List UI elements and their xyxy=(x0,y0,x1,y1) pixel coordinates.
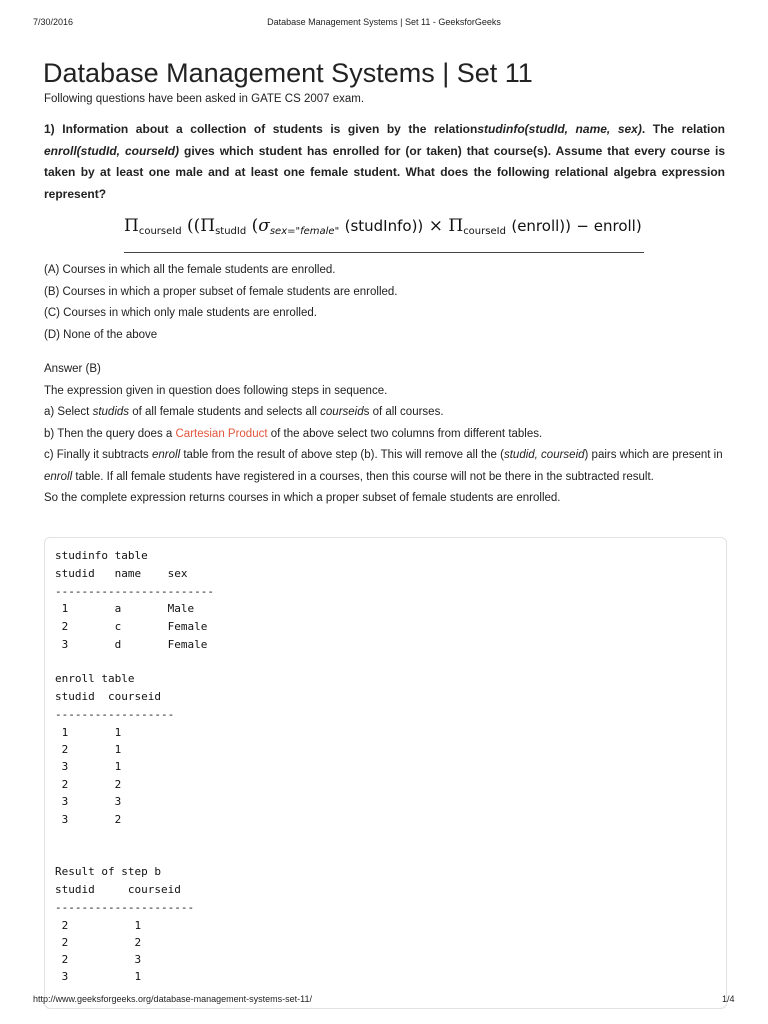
code-line: enroll table xyxy=(55,672,135,685)
print-date: 7/30/2016 xyxy=(33,17,74,27)
page-number: 1/4 xyxy=(722,994,735,1004)
code-line: 2 c Female xyxy=(55,620,208,633)
option-c: (C) Courses in which only male students are enrolled. xyxy=(44,307,317,319)
print-url: http://www.geeksforgeeks.org/database-management-systems-set-11/ xyxy=(33,994,312,1004)
option-b: (B) Courses in which a proper subset of female students are enrolled. xyxy=(44,286,398,298)
code-line: Result of step b xyxy=(55,865,161,878)
code-line: ------------------------ xyxy=(55,585,214,598)
option-a: (A) Courses in which all the female students are enrolled. xyxy=(44,264,336,276)
answer-conclusion: So the complete expression returns courses in which a proper subset of female students are enrolled. xyxy=(44,492,561,504)
code-line: studid courseid xyxy=(55,883,181,896)
code-line: studid name sex xyxy=(55,567,188,580)
print-page-title: Database Management Systems | Set 11 - GeeksforGeeks xyxy=(267,17,501,27)
step-b: b) Then the query does a Cartesian Product of the above select two columns from different tables. xyxy=(44,427,543,440)
code-line: 3 2 xyxy=(55,813,122,826)
option-d: (D) None of the above xyxy=(44,329,158,341)
code-line: studid courseid xyxy=(55,690,161,703)
code-line: --------------------- xyxy=(55,901,195,914)
answer-line: The expression given in question does following steps in sequence. xyxy=(44,384,388,397)
relational-algebra-formula: $\Pi_{courseId}$ (($\Pi_{studId}$ ($\sigma_{sex="female"}$ (studInfo)) × $\Pi_{courseId}$ (enroll)) − enroll) xyxy=(124,216,644,253)
cartesian-product-link[interactable]: Cartesian Product xyxy=(175,427,268,440)
code-line: 3 1 xyxy=(55,760,122,773)
code-block xyxy=(44,537,727,1009)
answer-explanation xyxy=(44,359,726,510)
intro-text: Following questions have been asked in GATE CS 2007 exam. xyxy=(44,93,365,105)
code-line: 3 d Female xyxy=(55,638,208,651)
question-text: 1) Information about a collection of students is given by the relationstudinfo(studId, name, sex). The relation enroll(studId, courseId) gives which student has enrolled for (or taken) that course(s). Assume that every course is taken by at least one male and at least one female student. What does the following relational algebra expression represent? xyxy=(44,122,726,201)
code-line: 2 2 xyxy=(55,936,142,949)
code-line: 1 a Male xyxy=(55,602,195,615)
code-line: studinfo table xyxy=(55,549,148,562)
step-a: a) Select studids of all female students and selects all courseids of all courses. xyxy=(44,406,444,418)
step-c: c) Finally it subtracts enroll table from the result of above step (b). This will remove all the (studid, courseid) pairs which are present in enroll table. If all female students have registered in a courses, then this course will not be there in the subtracted result. xyxy=(44,449,723,483)
answer-label: Answer (B) xyxy=(44,363,101,375)
code-line: 1 1 xyxy=(55,726,122,739)
code-line: 2 2 xyxy=(55,778,122,791)
code-line: 3 3 xyxy=(55,795,122,808)
code-line: 2 1 xyxy=(55,919,142,932)
code-line: ------------------ xyxy=(55,708,175,721)
page-title: Database Management Systems | Set 11 xyxy=(43,58,533,88)
code-line: 2 1 xyxy=(55,743,122,756)
code-line: 2 3 xyxy=(55,953,142,966)
code-line: 3 1 xyxy=(55,970,142,983)
